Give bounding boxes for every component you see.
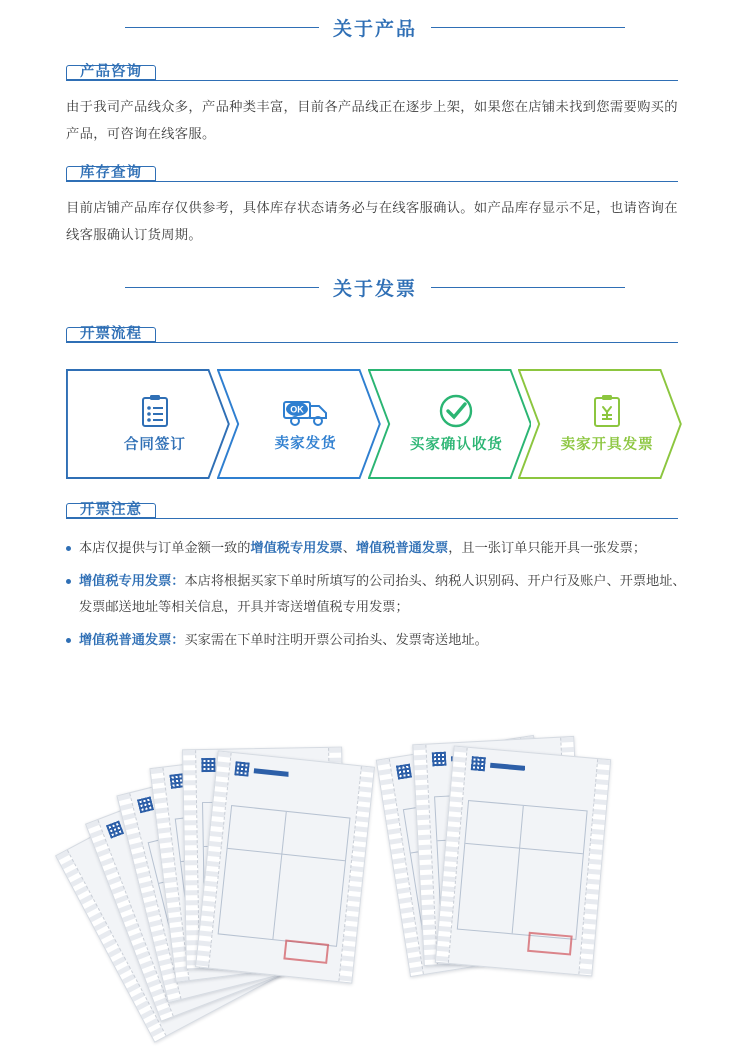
flow-step-confirm-receipt: [368, 369, 532, 479]
note-part-highlight: 增值税专用发票：: [79, 573, 185, 589]
invoice-sheet: [435, 746, 611, 977]
check-circle-icon: [439, 394, 473, 428]
note-text: [79, 535, 686, 561]
block-stock-query: [0, 166, 750, 248]
note-part: 买家需在下单时注明开票公司抬头、发票寄送地址。: [184, 631, 488, 647]
qr-code-icon: [137, 796, 154, 813]
tab-label-invoice-notice: 开票注意: [66, 503, 156, 518]
divider-right: [431, 287, 625, 288]
qr-code-icon: [432, 752, 447, 767]
qr-code-icon: [106, 820, 124, 838]
paragraph-product-consult: 由于我司产品线众多，产品种类丰富，目前各产品线正在逐步上架，如果您在店铺未找到您需要购买的产品，可咨询在线客服。: [66, 99, 678, 141]
invoice-receipt-icon: [593, 394, 621, 428]
perforation-strip: [578, 759, 610, 975]
note-part-highlight: 增值税普通发票: [355, 540, 449, 556]
block-invoice-notice: [0, 503, 750, 652]
note-text: [79, 568, 686, 619]
flow-step-label: 合同签订: [123, 437, 186, 454]
note-part-highlight: 增值税普通发票：: [79, 631, 185, 647]
invoice-table-grid: [457, 800, 588, 940]
label-underline-wrap: [66, 503, 678, 519]
clipboard-list-icon: [140, 394, 170, 428]
page-title-about-product: 关于产品: [333, 19, 418, 40]
divider-left: [125, 27, 319, 28]
list-item: [66, 568, 686, 619]
label-underline-wrap: [66, 65, 678, 81]
flow-step-label: 卖家发货: [274, 436, 337, 453]
divider-left: [125, 287, 319, 288]
note-part: ，且一张订单只能开具一张发票；: [448, 540, 647, 556]
flow-step-content: [217, 369, 381, 479]
svg-text:OK: OK: [289, 404, 304, 415]
flow-step-content: [368, 369, 532, 479]
note-part-highlight: 增值税专用发票: [250, 540, 343, 556]
section-header-about-product: [125, 14, 625, 41]
note-part: 本店仅提供与订单金额一致的: [79, 540, 251, 556]
label-underline-wrap: [66, 166, 678, 182]
invoice-photo-stack: [0, 712, 750, 1050]
invoice-title-line: [254, 768, 312, 779]
invoice-title-line: [490, 762, 548, 772]
flow-step-label: 卖家开具发票: [560, 437, 654, 454]
qr-code-icon: [471, 756, 486, 771]
section-header-about-invoice: [125, 274, 625, 301]
note-part: 、: [342, 540, 356, 556]
bullet-dot-icon: [66, 546, 71, 551]
flow-step-content: [66, 369, 230, 479]
delivery-truck-icon: [283, 395, 329, 427]
bullet-dot-icon: [66, 579, 71, 584]
invoice-header: [471, 755, 592, 781]
invoice-table-grid: [218, 805, 351, 946]
qr-code-icon: [396, 764, 412, 780]
list-item: [66, 627, 686, 653]
flow-step-issue-invoice: [518, 369, 682, 479]
note-part: 本店将根据买家下单时所填写的公司抬头、纳税人识别码、开户行及账户、开票地址、发票邮送地址等相关信息，开具并寄送增值税专用发票；: [79, 573, 686, 614]
page-title-about-invoice: 关于发票: [333, 279, 418, 301]
note-text: [79, 627, 686, 653]
red-rect-stamp: [283, 939, 329, 963]
tab-label-stock-query: 库存查询: [66, 166, 156, 181]
block-product-consult: [0, 65, 750, 147]
divider-right: [431, 27, 625, 28]
invoice-notice-list: [66, 535, 686, 652]
qr-code-icon: [234, 761, 249, 776]
paragraph-stock-query: 目前店铺产品库存仅供参考，具体库存状态请务必与在线客服确认。如产品库存显示不足，也请咨询在线客服确认订货周期。: [66, 200, 678, 242]
tab-label-product-consult: 产品咨询: [66, 65, 156, 80]
flow-step-ship: [217, 369, 381, 479]
invoice-sheet: [195, 750, 375, 983]
flow-step-content: [518, 369, 682, 479]
flow-step-contract: [66, 369, 230, 479]
list-item: [66, 535, 686, 561]
invoice-flow-chevrons: [66, 369, 682, 479]
tab-label-invoice-flow: 开票流程: [66, 327, 156, 342]
qr-code-icon: [201, 758, 215, 772]
label-underline-wrap: [66, 327, 678, 343]
block-invoice-flow: [0, 327, 750, 479]
section-about-product: [0, 0, 750, 248]
red-rect-stamp: [527, 932, 573, 956]
bullet-dot-icon: [66, 638, 71, 643]
invoice-header: [234, 760, 355, 788]
flow-step-label: 买家确认收货: [409, 437, 503, 454]
section-about-invoice: [0, 274, 750, 652]
